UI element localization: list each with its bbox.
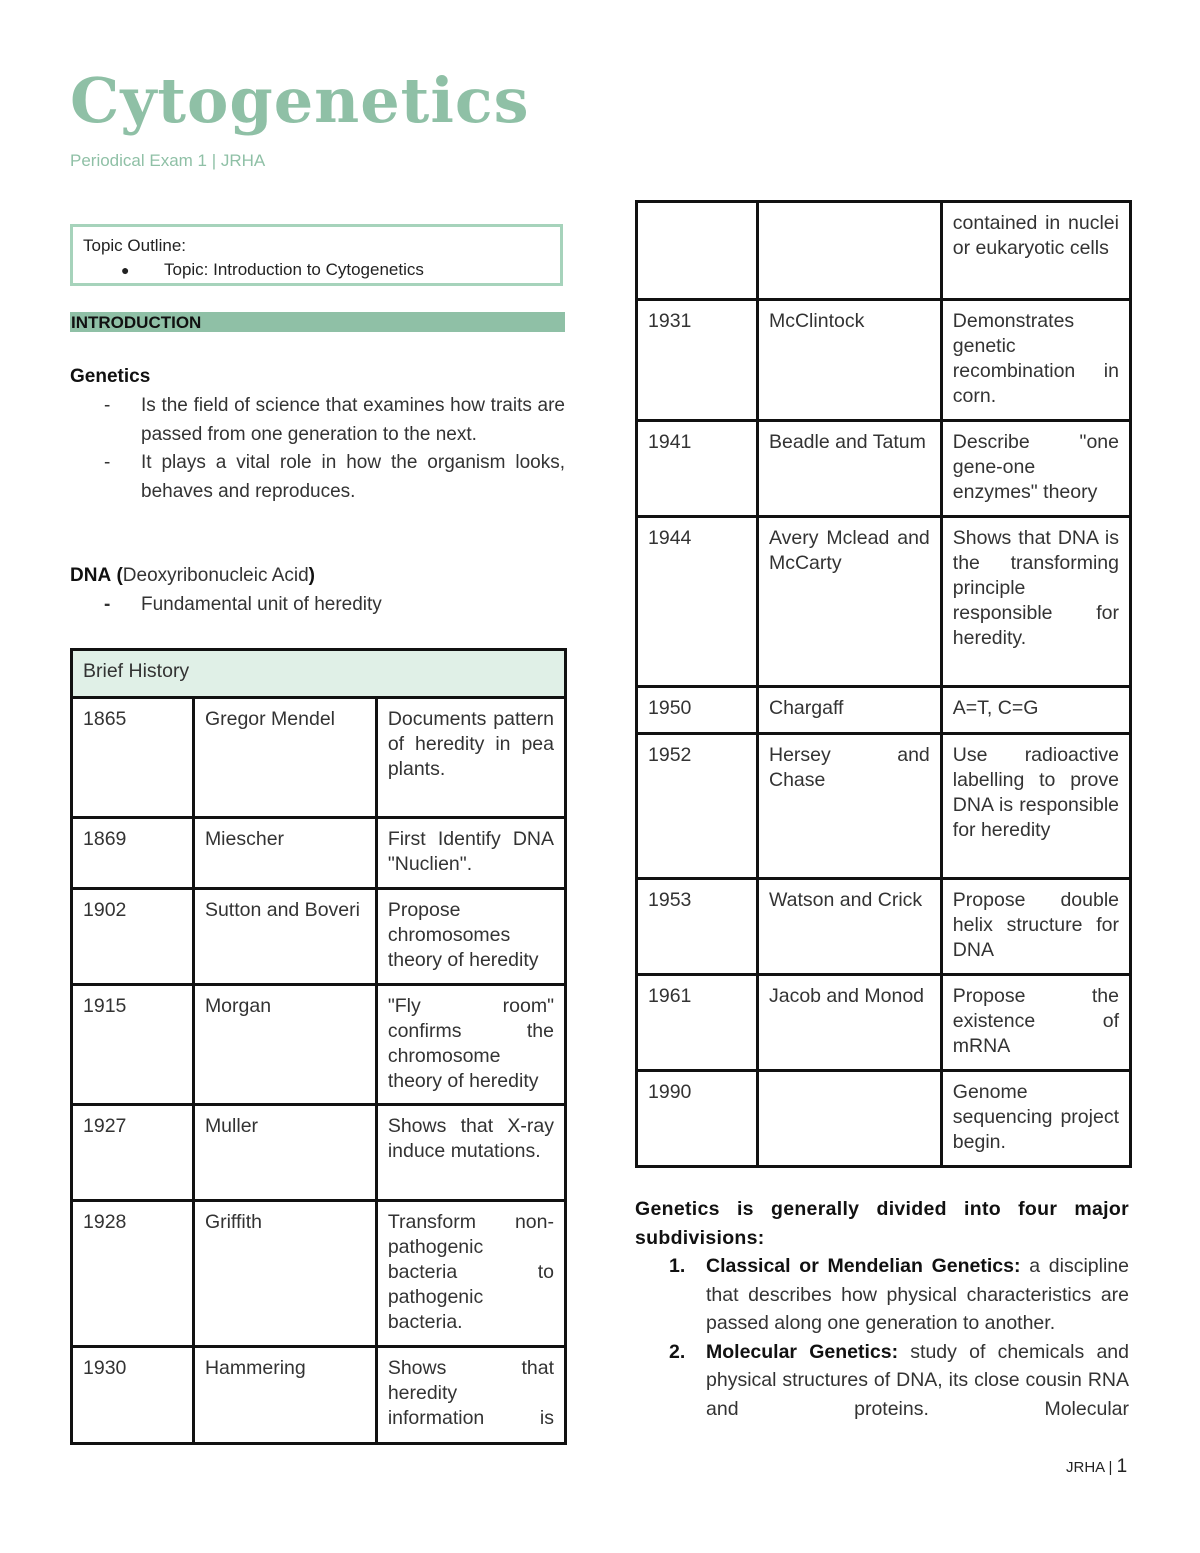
dash-icon: - [104, 395, 111, 416]
history-year: 1941 [637, 421, 758, 517]
table-row [72, 698, 566, 818]
history-person: Hersey and Chase [757, 734, 941, 879]
dna-full-name: Deoxyribonucleic Acid [122, 565, 309, 586]
dna-block [70, 563, 565, 620]
history-event: Shows that X-ray induce mutations. [376, 1105, 565, 1201]
history-year: 1869 [72, 818, 194, 889]
table-row [637, 517, 1131, 687]
history-person: Griffith [193, 1201, 376, 1347]
dash-icon: - [104, 594, 111, 615]
footer-initials: JRHA [1066, 1459, 1105, 1476]
document-title: Cytogenetics [70, 64, 530, 137]
subdivision-text: a discipline that describes how physical characteristics are passed along one generation to another. [706, 1255, 1129, 1334]
history-person [757, 1071, 941, 1167]
table-row [637, 421, 1131, 517]
topic-outline-label: Topic Outline: [83, 236, 186, 255]
history-event: First Identify DNA "Nuclien". [376, 818, 565, 889]
document-subtitle: Periodical Exam 1 | JRHA [70, 151, 266, 170]
bullet-icon: ● [121, 262, 130, 278]
list-number: 2. [669, 1340, 686, 1363]
history-year: 1930 [72, 1347, 194, 1444]
list-item [70, 591, 565, 620]
history-year: 1953 [637, 879, 758, 975]
history-person: Avery Mclead and McCarty [757, 517, 941, 687]
history-event: Transform non-pathogenic bacteria to pathogenic bacteria. [376, 1201, 565, 1347]
table-row [637, 734, 1131, 879]
subdivision-term: Classical or Mendelian Genetics: [706, 1255, 1021, 1277]
section-heading-introduction: INTRODUCTION [70, 312, 565, 332]
page-footer [1066, 1456, 1127, 1478]
history-year: 1952 [637, 734, 758, 879]
history-person [757, 202, 941, 300]
history-person: Chargaff [757, 687, 941, 734]
history-year: 1928 [72, 1201, 194, 1347]
dna-open-paren: ( [116, 565, 123, 586]
dna-close-paren: ) [308, 565, 315, 586]
table-row [637, 1071, 1131, 1167]
history-year: 1990 [637, 1071, 758, 1167]
history-person: Morgan [193, 985, 376, 1105]
history-event: Propose double helix structure for DNA [941, 879, 1130, 975]
table-row [637, 300, 1131, 421]
history-event: Propose the existence of mRNA [941, 975, 1130, 1071]
topic-outline-item [83, 260, 550, 280]
history-year: 1927 [72, 1105, 194, 1201]
history-person: Sutton and Boveri [193, 889, 376, 985]
history-event: Documents pattern of heredity in pea plants. [376, 698, 565, 818]
history-person: Beadle and Tatum [757, 421, 941, 517]
dna-point: Fundamental unit of heredity [141, 594, 382, 615]
list-item [635, 1252, 1129, 1338]
footer-separator: | [1104, 1459, 1117, 1476]
history-header: Brief History [72, 650, 566, 698]
history-year: 1902 [72, 889, 194, 985]
table-row [72, 1201, 566, 1347]
genetics-block [70, 364, 565, 506]
topic-outline-item-text: Topic: Introduction to Cytogenetics [164, 260, 424, 279]
topic-outline-box [70, 224, 563, 286]
table-row [72, 1347, 566, 1444]
history-event: Genome sequencing project begin. [941, 1071, 1130, 1167]
history-person: Hammering [193, 1347, 376, 1444]
history-event: A=T, C=G [941, 687, 1130, 734]
table-row [637, 975, 1131, 1071]
dna-heading [70, 563, 565, 589]
history-event-continuation: contained in nuclei or eukaryotic cells [941, 202, 1130, 300]
table-row [72, 889, 566, 985]
history-year: 1961 [637, 975, 758, 1071]
history-year: 1915 [72, 985, 194, 1105]
table-row [637, 687, 1131, 734]
genetics-heading: Genetics [70, 366, 151, 387]
history-year: 1944 [637, 517, 758, 687]
table-row [637, 879, 1131, 975]
history-event: Shows that DNA is the transforming principle responsible for heredity. [941, 517, 1130, 687]
history-person: Miescher [193, 818, 376, 889]
list-item [70, 392, 565, 449]
subdivisions-block [635, 1195, 1129, 1423]
history-year: 1950 [637, 687, 758, 734]
table-header-row [72, 650, 566, 698]
history-event: Demonstrates genetic recombination in corn. [941, 300, 1130, 421]
history-person: Watson and Crick [757, 879, 941, 975]
history-event: "Fly room" confirms the chromosome theory of heredity [376, 985, 565, 1105]
table-row [72, 1105, 566, 1201]
history-table-left [70, 648, 567, 1445]
history-event: Propose chromosomes theory of heredity [376, 889, 565, 985]
dash-icon: - [104, 452, 111, 473]
genetics-point-1: Is the field of science that examines how traits are passed from one generation to the next. [141, 395, 565, 445]
history-event: Shows that heredity information is [376, 1347, 565, 1444]
history-person: McClintock [757, 300, 941, 421]
table-row [72, 818, 566, 889]
subdivision-text: study of chemicals and physical structures of DNA, its close cousin RNA and proteins. Molecular [706, 1340, 1129, 1420]
history-person: Muller [193, 1105, 376, 1201]
table-row [72, 985, 566, 1105]
subdivision-term: Molecular Genetics: [706, 1340, 899, 1363]
history-year: 1865 [72, 698, 194, 818]
page-number: 1 [1116, 1456, 1128, 1477]
list-item [635, 1338, 1129, 1424]
dna-abbr: DNA [70, 565, 112, 586]
history-event: Use radioactive labelling to prove DNA is responsible for heredity [941, 734, 1130, 879]
table-row [637, 202, 1131, 300]
list-item [70, 449, 565, 506]
subdivisions-intro: Genetics is generally divided into four major subdivisions: [635, 1198, 1129, 1249]
history-person: Gregor Mendel [193, 698, 376, 818]
history-table-right [635, 200, 1132, 1168]
history-year: 1931 [637, 300, 758, 421]
history-person: Jacob and Monod [757, 975, 941, 1071]
history-year [637, 202, 758, 300]
history-event: Describe "one gene-one enzymes" theory [941, 421, 1130, 517]
list-number: 1. [669, 1255, 686, 1277]
genetics-point-2: It plays a vital role in how the organism looks, behaves and reproduces. [141, 452, 565, 502]
